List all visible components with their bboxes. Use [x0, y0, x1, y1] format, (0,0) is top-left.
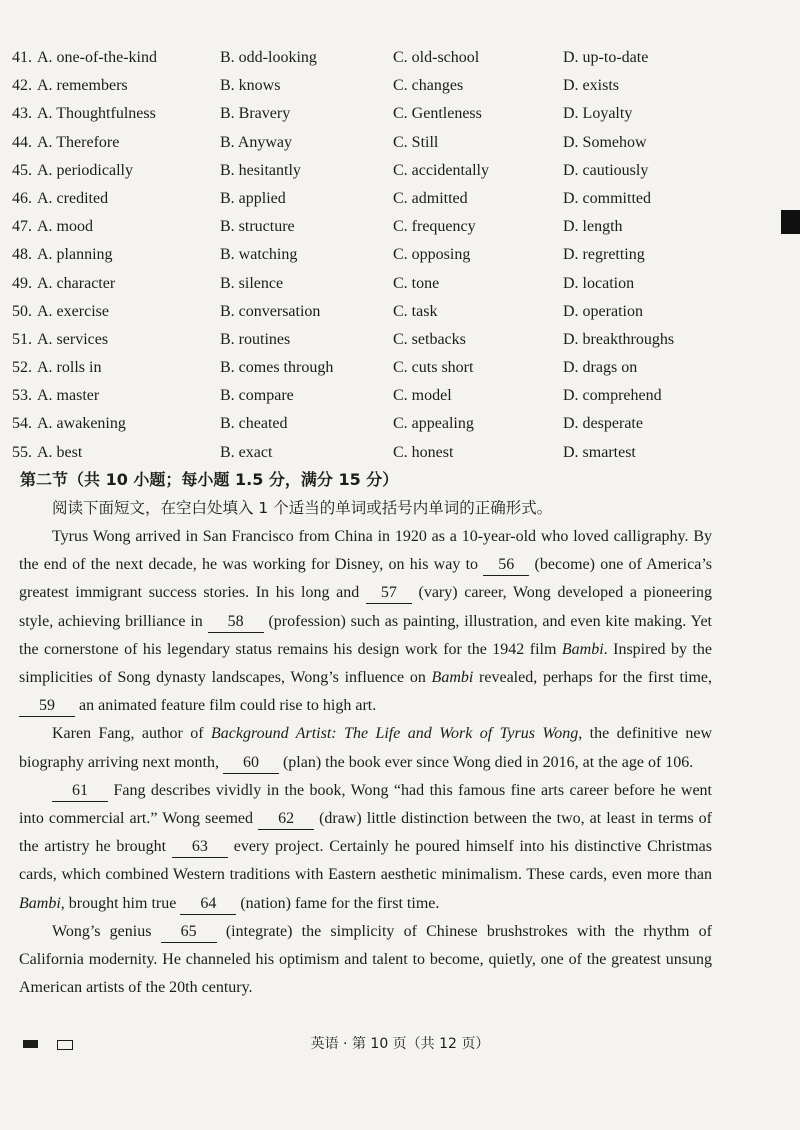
option-d: D. desperate — [563, 415, 643, 433]
question-row-41 — [12, 44, 772, 72]
option-a: A. master — [37, 387, 100, 405]
option-d: D. cautiously — [563, 161, 649, 179]
option-c: C. appealing — [393, 415, 474, 433]
option-c: C. task — [393, 302, 438, 320]
option-c: C. Gentleness — [393, 105, 482, 123]
paragraph-2 — [19, 720, 712, 776]
option-c: C. Still — [393, 133, 439, 151]
passage-text: Wong’s genius — [52, 922, 161, 940]
passage-text: (plan) the book ever since Wong died in 2016, at the age of 106. — [278, 753, 694, 771]
option-d: D. comprehend — [563, 387, 662, 405]
question-row-44 — [12, 129, 772, 157]
blank-65[interactable]: 65 — [161, 922, 217, 943]
film-title: Bambi — [431, 669, 474, 687]
question-number: 48. — [12, 246, 32, 264]
option-a: A. character — [37, 274, 116, 292]
question-number: 51. — [12, 330, 32, 348]
question-row-45 — [12, 157, 772, 185]
passage-text: (become) one of America’s greatest immigrant success stories. In his long and — [19, 556, 713, 602]
passage-text: Fang describes vividly in the book, Wong “had this famous fine arts career before he went into commercial art.” Wong seemed — [19, 781, 712, 828]
option-d: D. smartest — [563, 443, 636, 461]
option-b: B. routines — [220, 330, 291, 348]
option-c: C. changes — [393, 77, 464, 95]
film-title: Bambi — [19, 894, 61, 912]
passage-text: . Inspired by the simplicities of Song dynasty landscapes, Wong’s influence on — [19, 640, 713, 687]
option-d: D. location — [563, 274, 635, 292]
section-instruction: 阅读下面短文，在空白处填入 1 个适当的单词或括号内单词的正确形式。 — [52, 499, 553, 517]
option-a: A. planning — [37, 246, 113, 264]
option-d: D. regretting — [563, 246, 645, 264]
option-c: C. opposing — [393, 246, 471, 264]
option-a: A. credited — [37, 189, 109, 207]
film-title: Bambi — [561, 640, 604, 658]
page-edge-marker — [781, 210, 800, 234]
option-b: B. Bravery — [220, 105, 291, 123]
option-b: B. odd-looking — [220, 49, 317, 66]
question-row-51 — [12, 326, 772, 354]
option-d: D. drags on — [563, 359, 638, 377]
option-c: C. tone — [393, 274, 440, 292]
paragraph-4 — [19, 918, 712, 1003]
passage-text: (vary) career, Wong developed a pioneering style, achieving brilliance in — [19, 584, 712, 630]
passage-text: revealed, perhaps for the first time, — [473, 669, 712, 687]
option-c: C. accidentally — [393, 161, 489, 179]
question-number: 49. — [12, 274, 32, 292]
option-d: D. Somehow — [563, 133, 647, 151]
book-title: Background Artist: The Life and Work of Tyrus Wong — [210, 725, 579, 743]
blank-57[interactable]: 57 — [366, 583, 412, 604]
question-number: 44. — [12, 133, 32, 151]
option-b: B. conversation — [220, 302, 321, 320]
option-a: A. best — [37, 443, 83, 461]
question-number: 54. — [12, 415, 32, 433]
paragraph-1 — [19, 523, 712, 720]
option-a: A. services — [37, 330, 109, 348]
question-row-50 — [12, 298, 772, 326]
page-footer — [0, 1029, 800, 1059]
blank-63[interactable]: 63 — [172, 837, 228, 858]
blank-56[interactable]: 56 — [483, 555, 529, 576]
option-a: A. remembers — [37, 77, 128, 95]
blank-61[interactable]: 61 — [52, 781, 108, 802]
passage-text: every project. Certainly he poured himself into his distinctive Christmas cards, which combined Western traditions with Eastern aesthetic minimalism. These cards, even more than — [19, 838, 712, 884]
section-title: 第二节（共 10 小题；每小题 1.5 分，满分 15 分） — [20, 470, 399, 489]
option-d: D. breakthroughs — [563, 330, 675, 348]
passage-text: Karen Fang, author of — [52, 725, 211, 743]
question-row-47 — [12, 213, 772, 241]
question-row-53 — [12, 382, 772, 410]
question-row-42 — [12, 72, 772, 100]
option-a: A. Therefore — [37, 133, 120, 151]
passage-text: (draw) little distinction between the two, at least in terms of the artistry he brought — [19, 810, 713, 856]
passage-text: (nation) fame for the first time. — [236, 894, 440, 912]
option-d: D. committed — [563, 189, 651, 207]
question-row-52 — [12, 354, 772, 382]
passage-text: , brought him true — [60, 894, 181, 912]
option-b: B. exact — [220, 443, 273, 461]
option-d: D. operation — [563, 302, 643, 320]
question-row-43 — [12, 100, 772, 128]
question-row-55 — [12, 439, 772, 467]
blank-58[interactable]: 58 — [208, 612, 264, 633]
question-number: 43. — [12, 105, 32, 123]
question-row-49 — [12, 270, 772, 298]
question-number: 45. — [12, 161, 32, 179]
page-number: 英语 · 第 10 页（共 12 页） — [310, 1036, 490, 1052]
question-number: 46. — [12, 189, 32, 207]
option-d: D. length — [563, 218, 623, 236]
option-c: C. old-school — [393, 49, 480, 66]
blank-62[interactable]: 62 — [258, 809, 314, 830]
question-row-46 — [12, 185, 772, 213]
passage-text: Tyrus Wong arrived in San Francisco from China in 1920 as a 10-year-old who loved calligraphy. By the end of the next decade, he was working for Disney, on his way to — [19, 528, 712, 574]
question-number: 55. — [12, 443, 32, 461]
option-c: C. admitted — [393, 189, 468, 207]
option-d: D. exists — [563, 77, 619, 95]
blank-64[interactable]: 64 — [180, 894, 236, 915]
reading-passage — [19, 523, 712, 1002]
option-a: A. rolls in — [37, 359, 102, 377]
passage-text: an animated feature film could rise to high art. — [75, 697, 377, 715]
option-c: C. frequency — [393, 218, 476, 236]
option-a: A. awakening — [37, 415, 126, 433]
passage-text: , the definitive new biography arriving next month, — [19, 725, 712, 771]
option-a: A. mood — [37, 218, 93, 236]
option-b: B. silence — [220, 274, 284, 292]
option-b: B. watching — [220, 246, 298, 264]
question-number: 52. — [12, 359, 32, 377]
option-c: C. cuts short — [393, 359, 474, 377]
option-b: B. compare — [220, 387, 294, 405]
cloze-options-grid — [12, 44, 772, 467]
option-b: B. knows — [220, 77, 281, 95]
question-row-54 — [12, 410, 772, 438]
option-a: A. one-of-the-kind — [37, 49, 157, 66]
passage-text: (integrate) the simplicity of Chinese brushstrokes with the rhythm of California modernity. He channeled his optimism and talent to become, quietly, one of the greatest unsung American artists of the 20th century. — [19, 922, 713, 997]
question-number: 42. — [12, 77, 32, 95]
option-b: B. hesitantly — [220, 161, 301, 179]
option-b: B. structure — [220, 218, 295, 236]
option-c: C. model — [393, 387, 452, 405]
option-d: D. Loyalty — [563, 105, 633, 123]
passage-text: (profession) such as painting, illustration, and even kite making. Yet the cornerstone of his legendary status remains his design work for the 1942 film — [19, 612, 712, 658]
question-number: 53. — [12, 387, 32, 405]
option-a: A. exercise — [37, 302, 109, 320]
question-number: 47. — [12, 218, 32, 236]
question-row-48 — [12, 241, 772, 269]
option-a: A. Thoughtfulness — [37, 105, 156, 123]
option-b: B. Anyway — [220, 133, 292, 151]
option-b: B. cheated — [220, 415, 288, 433]
option-d: D. up-to-date — [563, 49, 649, 66]
blank-60[interactable]: 60 — [223, 753, 279, 774]
option-c: C. setbacks — [393, 330, 466, 348]
option-c: C. honest — [393, 443, 454, 461]
question-number: 50. — [12, 302, 32, 320]
option-b: B. comes through — [220, 359, 334, 377]
paragraph-3 — [19, 777, 712, 918]
option-a: A. periodically — [37, 161, 133, 179]
option-b: B. applied — [220, 189, 286, 207]
blank-59[interactable]: 59 — [19, 696, 75, 717]
question-number: 41. — [12, 49, 32, 66]
